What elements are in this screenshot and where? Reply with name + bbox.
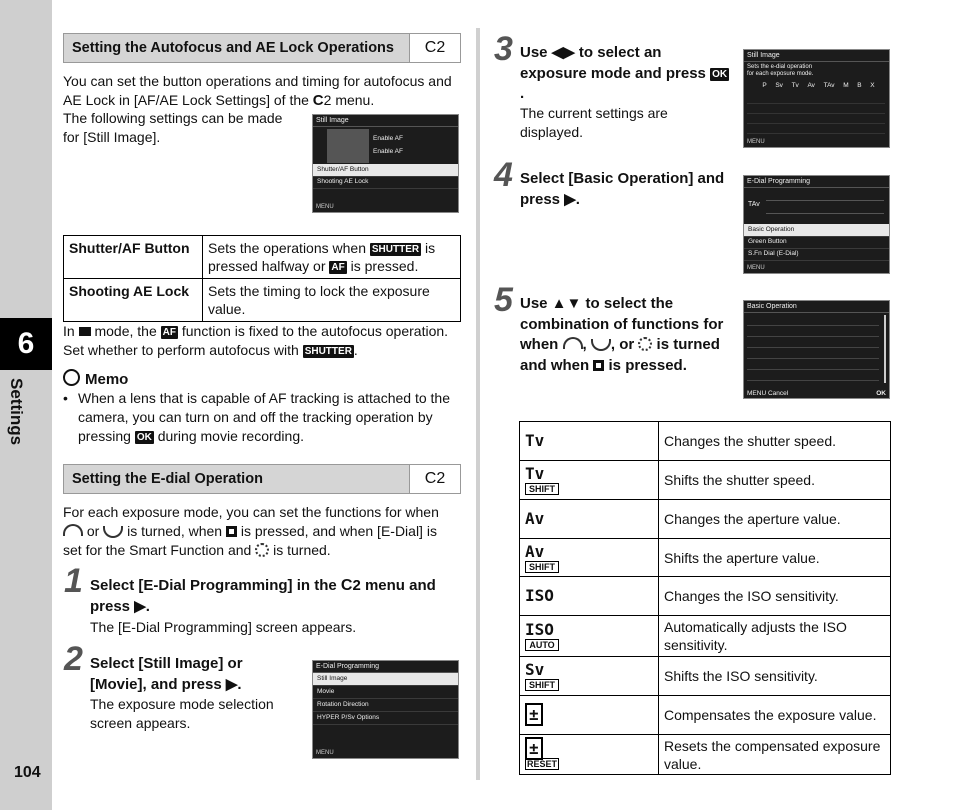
af-ae-settings-table xyxy=(63,235,461,322)
table-row: Shutter/AF Button Sets the operations when SHUTTER is pressed halfway or AF is pressed. xyxy=(64,236,461,279)
mode-row: P Sv Tv Av TAv M B X xyxy=(762,82,875,89)
table-row: Av Changes the aperture value. xyxy=(520,500,891,539)
exposure-compensation-icon: ± xyxy=(525,703,543,726)
memo-icon xyxy=(63,369,80,386)
step-number-2: 2 xyxy=(64,640,83,678)
function-summary xyxy=(766,200,884,214)
iso-auto-icon: ISO xyxy=(525,620,554,639)
custom-menu-badge: C2 xyxy=(409,465,460,493)
section2-intro: For each exposure mode, you can set the functions for when or is turned, when is pressed, and when [E-Dial] is set for the Smart Function and is turned. xyxy=(63,504,439,558)
table-row: Sv SHIFT Shifts the ISO sensitivity. xyxy=(520,657,891,696)
section1-para2: The following settings can be made for [Still Image]. xyxy=(63,110,283,145)
step3-title: Use ◀▶ to select an exposure mode and press OK. xyxy=(520,44,728,102)
table-row: Tv Changes the shutter speed. xyxy=(520,422,891,461)
step-number-3: 3 xyxy=(494,30,513,68)
rear-dial-icon xyxy=(103,526,123,538)
green-button-icon xyxy=(226,526,237,537)
chapter-number: 6 xyxy=(0,318,52,370)
settings-grid xyxy=(747,94,885,134)
tv-icon: Tv xyxy=(525,431,545,450)
smart-function-dial-icon xyxy=(638,337,652,351)
column-divider xyxy=(476,28,480,780)
table-row: ± Compensates the exposure value. xyxy=(520,696,891,735)
memo-heading: Memo xyxy=(63,369,128,388)
table-row: ISO Changes the ISO sensitivity. xyxy=(520,577,891,616)
front-dial-icon xyxy=(563,337,583,349)
step2-title: Select [Still Image] or [Movie], and press ▶. xyxy=(90,655,243,693)
step1-desc: The [E-Dial Programming] screen appears. xyxy=(90,619,357,635)
function-combinations-list xyxy=(747,315,879,385)
green-button-icon xyxy=(593,360,604,371)
rear-dial-icon xyxy=(591,339,611,351)
step-number-1: 1 xyxy=(64,562,83,600)
page-number: 104 xyxy=(14,764,41,781)
sv-shift-icon: Sv xyxy=(525,660,545,679)
scrollbar[interactable] xyxy=(884,315,886,383)
table-row: Shooting AE Lock Sets the timing to lock the exposure value. xyxy=(64,279,461,322)
section-heading-edial: Setting the E-dial Operation C2 xyxy=(63,464,461,494)
table-row: Tv SHIFT Shifts the shutter speed. xyxy=(520,461,891,500)
table-row: Av SHIFT Shifts the aperture value. xyxy=(520,539,891,577)
table-row: ± RESET Resets the compensated exposure value. xyxy=(520,735,891,775)
step2-desc: The exposure mode selection screen appears. xyxy=(90,696,274,731)
ok-label: OK xyxy=(876,390,886,397)
av-icon: Av xyxy=(525,509,545,528)
table-row: ISO AUTO Automatically adjusts the ISO sensitivity. xyxy=(520,616,891,657)
camera-screen-mode-selection: Still Image Sets the e-dial operation for each exposure mode. P Sv Tv Av TAv M B X MENU xyxy=(743,49,890,148)
iso-icon: ISO xyxy=(525,586,554,605)
step-number-4: 4 xyxy=(494,156,513,194)
camera-screen-basic-operation: E-Dial Programming TAv Basic Operation Green Button S.Fn Dial (E-Dial) MENU xyxy=(743,175,890,274)
memo-text: When a lens that is capable of AF tracking is attached to the camera, you can turn on and off the tracking operation by pressing OK during movie recording. xyxy=(78,390,450,444)
exposure-reset-icon: ± xyxy=(525,737,543,760)
custom-menu-badge: C2 xyxy=(409,34,460,62)
tv-shift-icon: Tv xyxy=(525,464,545,483)
step-number-5: 5 xyxy=(494,281,513,319)
functions-table xyxy=(519,421,891,775)
chapter-label: Settings xyxy=(7,378,26,446)
section-heading-af-ae: Setting the Autofocus and AE Lock Operations C2 xyxy=(63,33,461,63)
movie-icon xyxy=(79,327,91,336)
cancel-label: Cancel xyxy=(767,390,789,397)
camera-screen-edial-programming: E-Dial Programming Still Image Movie Rotation Direction HYPER P/Sv Options MENU xyxy=(312,660,459,759)
step1-title: Select [E-Dial Programming] in the C2 menu and press ▶. xyxy=(90,577,436,615)
step3-desc: The current settings are displayed. xyxy=(520,105,668,140)
photo-thumbnail xyxy=(327,129,369,163)
smart-function-dial-icon xyxy=(255,543,269,557)
step5-title: Use ▲▼ to select the combination of functions for when , , or is turned and when is pressed. xyxy=(520,295,724,374)
camera-screen-function-list: Basic Operation MENU Cancel OK xyxy=(743,300,890,399)
section1-intro: You can set the button operations and timing for autofocus and AE Lock in [AF/AE Lock Settings] of the C2 menu. xyxy=(63,73,452,109)
movie-note: In mode, the AF function is fixed to the autofocus operation. Set whether to perform autofocus with SHUTTER . xyxy=(63,323,449,358)
camera-screen-still-image: Still Image Enable AF Enable AF Shutter/AF Button Shooting AE Lock MENU xyxy=(312,114,459,213)
av-shift-icon: Av xyxy=(525,541,545,561)
step4-title: Select [Basic Operation] and press ▶. xyxy=(520,170,725,208)
front-dial-icon xyxy=(63,524,83,536)
